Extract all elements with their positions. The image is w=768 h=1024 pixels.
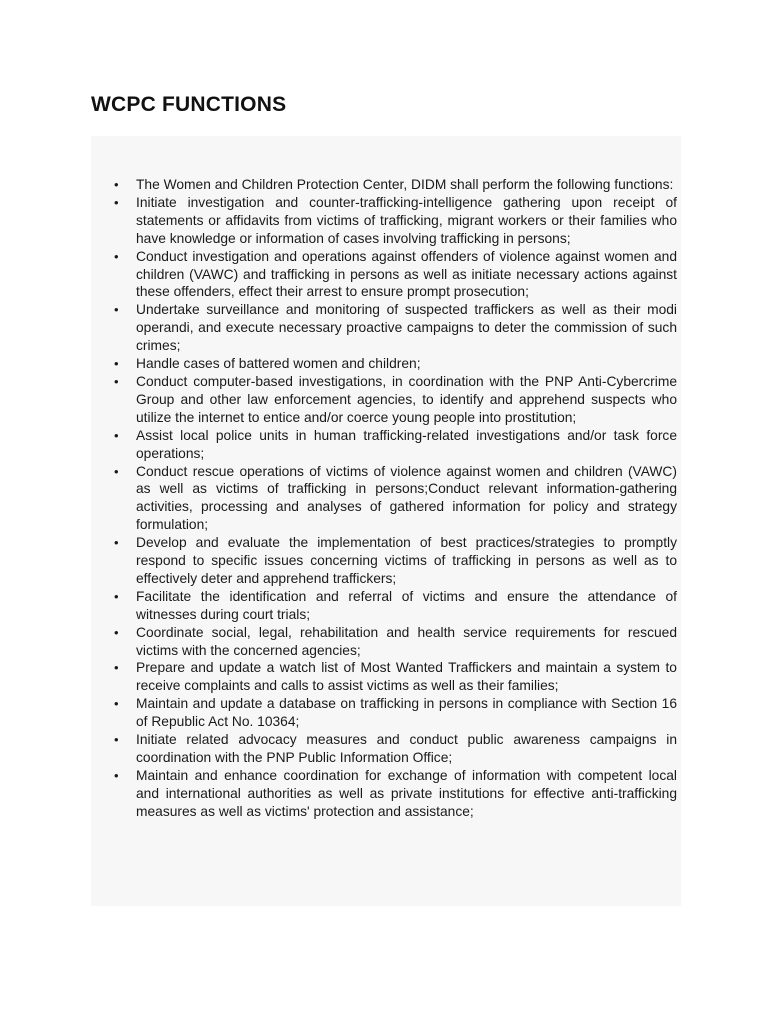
list-item-text: Assist local police units in human trafficking-related investigations and/or task force operations; bbox=[136, 427, 677, 461]
list-item-text: Maintain and enhance coordination for exchange of information with competent local and international authorities as well as private institutions for effective anti-trafficking measures as well as victims' protection and assistance; bbox=[136, 767, 677, 819]
bullet-icon: • bbox=[114, 588, 119, 604]
list-item bbox=[91, 731, 681, 767]
list-item-text: Undertake surveillance and monitoring of suspected traffickers as well as their modi operandi, and execute necessary proactive campaigns to deter the commission of such crimes; bbox=[136, 302, 677, 354]
bullet-icon: • bbox=[114, 463, 119, 479]
list-item-text: Initiate investigation and counter-trafficking-intelligence gathering upon receipt of statements or affidavits from victims of trafficking, migrant workers or their families who have knowledge or information of cases involving trafficking in persons; bbox=[136, 194, 677, 246]
list-item bbox=[91, 176, 681, 194]
functions-block bbox=[91, 136, 681, 906]
bullet-icon: • bbox=[114, 624, 119, 640]
bullet-icon: • bbox=[114, 248, 119, 264]
bullet-icon: • bbox=[114, 732, 119, 748]
list-item bbox=[91, 463, 681, 535]
list-item bbox=[91, 427, 681, 463]
bullet-icon: • bbox=[114, 696, 119, 712]
page-title: WCPC FUNCTIONS bbox=[91, 93, 287, 116]
list-item-text: The Women and Children Protection Center, DIDM shall perform the following functions: bbox=[136, 177, 674, 192]
list-item bbox=[91, 373, 681, 427]
list-item-text: Prepare and update a watch list of Most Wanted Traffickers and maintain a system to receive complaints and calls to assist victims as well as their families; bbox=[136, 660, 677, 694]
bullet-icon: • bbox=[114, 302, 119, 318]
list-item-text: Conduct investigation and operations against offenders of violence against women and children (VAWC) and trafficking in persons as well as initiate necessary actions against these offenders, effect their arrest to ensure prompt prosecution; bbox=[136, 248, 677, 300]
list-item bbox=[91, 194, 681, 248]
list-item bbox=[91, 248, 681, 302]
list-item-text: Coordinate social, legal, rehabilitation and health service requirements for rescued victims with the concerned agencies; bbox=[136, 624, 677, 658]
bullet-icon: • bbox=[114, 373, 119, 389]
list-item bbox=[91, 624, 681, 660]
list-item-text: Handle cases of battered women and children; bbox=[136, 356, 421, 372]
list-item bbox=[91, 301, 681, 355]
list-item bbox=[91, 534, 681, 588]
list-item-text: Maintain and update a database on trafficking in persons in compliance with Section 16 of Republic Act No. 10364; bbox=[136, 696, 677, 730]
bullet-icon: • bbox=[114, 427, 119, 443]
bullet-icon: • bbox=[114, 356, 119, 372]
list-item bbox=[91, 695, 681, 731]
list-item bbox=[91, 355, 681, 373]
bullet-icon: • bbox=[114, 660, 119, 676]
list-item bbox=[91, 588, 681, 624]
list-item bbox=[91, 659, 681, 695]
list-item-text: Facilitate the identification and referral of victims and ensure the attendance of witnesses during court trials; bbox=[136, 588, 677, 622]
bullet-icon: • bbox=[114, 767, 119, 783]
list-item-text: Conduct rescue operations of victims of violence against women and children (VAWC) as well as victims of trafficking in persons;Conduct relevant information-gathering activities, processing and analyses of gathered information for policy and strategy formulation; bbox=[136, 463, 677, 533]
bullet-icon: • bbox=[114, 194, 119, 210]
list-item-text: Develop and evaluate the implementation of best practices/strategies to promptly respond to specific issues concerning victims of trafficking in persons as well as to effectively deter and apprehend traffickers; bbox=[136, 535, 677, 586]
bullet-icon: • bbox=[114, 177, 119, 192]
functions-list bbox=[91, 176, 681, 821]
bullet-icon: • bbox=[114, 535, 119, 551]
list-item bbox=[91, 767, 681, 821]
list-item-text: Conduct computer-based investigations, in coordination with the PNP Anti-Cybercrime Group and other law enforcement agencies, to identify and apprehend suspects who utilize the internet to entice and/or coerce young people into prostitution; bbox=[136, 373, 677, 425]
list-item-text: Initiate related advocacy measures and conduct public awareness campaigns in coordination with the PNP Public Information Office; bbox=[136, 732, 677, 765]
